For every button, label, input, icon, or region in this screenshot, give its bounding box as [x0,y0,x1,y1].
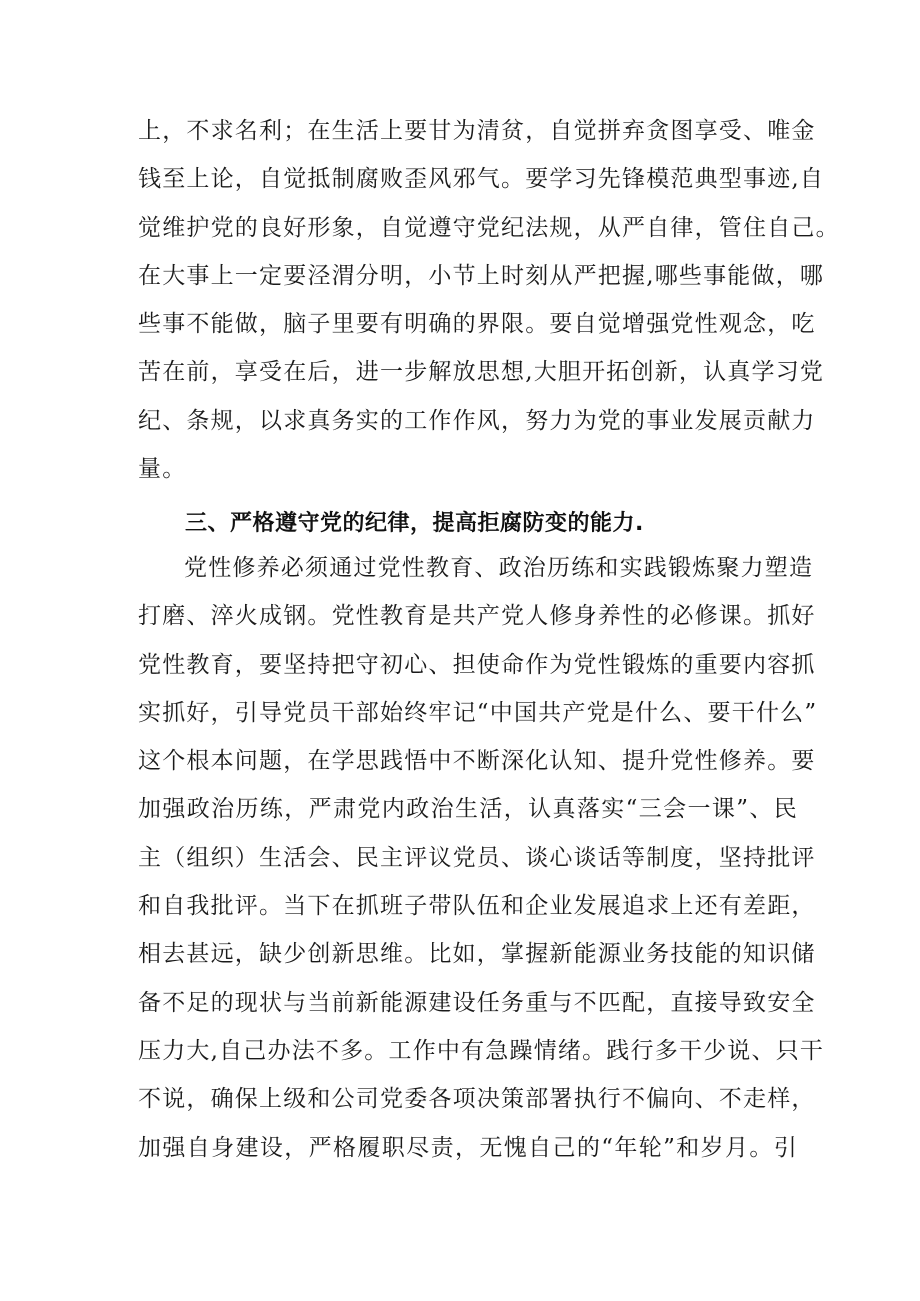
paragraph-line: 和自我批评。当下在抓班子带队伍和企业发展追求上还有差距， [138,893,816,920]
paragraph-line: 不说，确保上级和公司党委各项决策部署执行不偏向、不走样， [138,1086,816,1113]
paragraph-line: 党性修养必须通过党性教育、政治历练和实践锻炼聚力塑造 [184,555,814,581]
paragraph-1 [138,107,840,493]
paragraph-line: 纪、条规，以求真务实的工作作风，努力为党的事业发展贡献力 [138,407,816,434]
paragraph-2 [138,544,825,1172]
paragraph-line: 加强政治历练，严肃党内政治生活，认真落实“三会一课”、民 [138,796,798,823]
paragraph-line: 压力大,自己办法不多。工作中有急躁情绪。践行多干少说、只干 [138,1037,825,1064]
paragraph-line: 党性教育，要坚持把守初心、担使命作为党性锻炼的重要内容抓 [138,651,816,678]
paragraph-line: 相去甚远，缺少创新思维。比如，掌握新能源业务技能的知识储 [138,941,816,968]
paragraph-line: 这个根本问题，在学思践悟中不断深化认知、提升党性修养。要 [138,748,816,775]
paragraph-line: 加强自身建设，严格履职尽责，无愧自己的“年轮”和岁月。引 [138,1134,798,1161]
paragraph-line: 在大事上一定要泾渭分明，小节上时刻从严把握,哪些事能做，哪 [138,262,825,289]
section-heading: 三、严格遵守党的纪律，提高拒腐防变的能力. [185,511,644,536]
paragraph-line: 苦在前，享受在后，进一步解放思想,大胆开拓创新，认真学习党 [138,359,825,386]
paragraph-line: 实抓好，引导党员干部始终牢记“中国共产党是什么、要干什么” [138,699,818,726]
paragraph-line: 些事不能做，脑子里要有明确的界限。要自觉增强党性观念，吃 [138,311,816,338]
paragraph-line: 打磨、淬火成钢。党性教育是共产党人修身养性的必修课。抓好 [138,603,816,630]
paragraph-line: 觉维护党的良好形象，自觉遵守党纪法规，从严自律，管住自己。 [138,214,840,241]
paragraph-line: 上，不求名利；在生活上要甘为清贫，自觉拼弃贪图享受、唯金 [138,118,816,144]
paragraph-line: 量。 [138,456,187,483]
paragraph-line: 备不足的现状与当前新能源建设任务重与不匹配，直接导致安全 [138,989,816,1016]
paragraph-line: 主（组织）生活会、民主评议党员、谈心谈话等制度，坚持批评 [138,844,816,871]
paragraph-line: 钱至上论，自觉抵制腐败歪风邪气。要学习先锋模范典型事迹,自 [138,166,825,193]
